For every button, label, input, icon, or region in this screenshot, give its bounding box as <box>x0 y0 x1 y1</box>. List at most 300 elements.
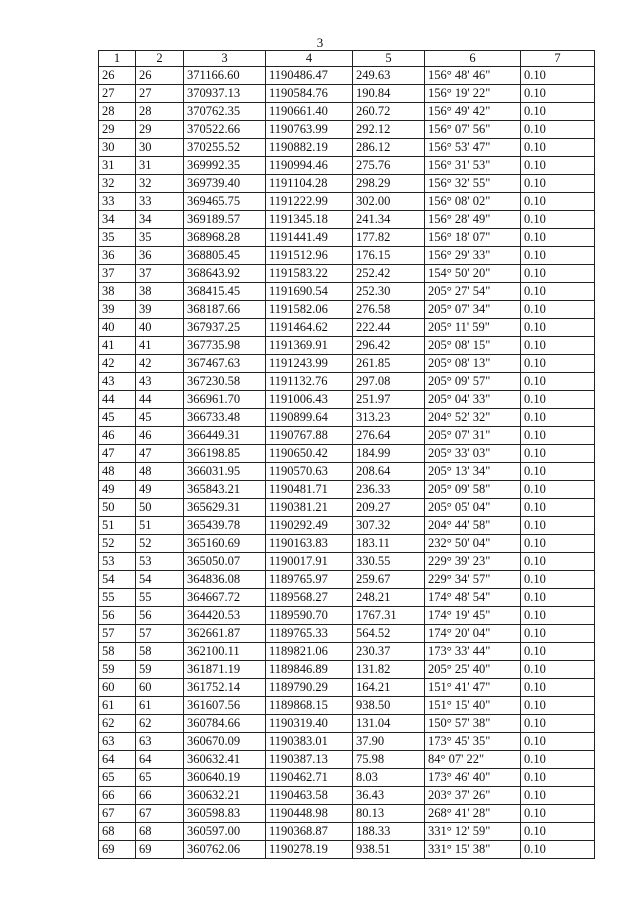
table-cell-x-coordinate: 370255.52 <box>184 139 266 157</box>
table-cell-point-id: 61 <box>136 697 184 715</box>
table-cell-y-coordinate: 1189765.97 <box>266 571 353 589</box>
table-cell-distance: 292.12 <box>353 121 425 139</box>
table-cell-accuracy: 0.10 <box>521 373 595 391</box>
table-cell-distance: 208.64 <box>353 463 425 481</box>
table-cell-point-id: 40 <box>136 319 184 337</box>
table-cell-y-coordinate: 1190462.71 <box>266 769 353 787</box>
table-cell-point-id: 66 <box>136 787 184 805</box>
table-cell-point-number: 51 <box>99 517 136 535</box>
table-cell-y-coordinate: 1191104.28 <box>266 175 353 193</box>
table-cell-point-number: 54 <box>99 571 136 589</box>
table-cell-accuracy: 0.10 <box>521 103 595 121</box>
table-cell-bearing: 205° 08' 13" <box>425 355 521 373</box>
table-cell-x-coordinate: 370937.13 <box>184 85 266 103</box>
table-cell-x-coordinate: 369992.35 <box>184 157 266 175</box>
table-cell-bearing: 205° 07' 34" <box>425 301 521 319</box>
table-cell-point-id: 58 <box>136 643 184 661</box>
table-cell-point-id: 56 <box>136 607 184 625</box>
table-cell-distance: 184.99 <box>353 445 425 463</box>
table-cell-point-number: 60 <box>99 679 136 697</box>
table-cell-y-coordinate: 1190387.13 <box>266 751 353 769</box>
table-cell-distance: 252.42 <box>353 265 425 283</box>
table-cell-y-coordinate: 1189846.89 <box>266 661 353 679</box>
table-cell-distance: 252.30 <box>353 283 425 301</box>
table-cell-y-coordinate: 1190463.58 <box>266 787 353 805</box>
table-row <box>99 661 595 679</box>
table-cell-accuracy: 0.10 <box>521 157 595 175</box>
table-cell-y-coordinate: 1189765.33 <box>266 625 353 643</box>
table-cell-point-number: 43 <box>99 373 136 391</box>
table-cell-point-id: 45 <box>136 409 184 427</box>
table-cell-bearing: 174° 20' 04" <box>425 625 521 643</box>
table-cell-y-coordinate: 1190278.19 <box>266 841 353 859</box>
table-cell-point-id: 27 <box>136 85 184 103</box>
table-cell-accuracy: 0.10 <box>521 121 595 139</box>
table-cell-point-number: 59 <box>99 661 136 679</box>
table-cell-bearing: 205° 11' 59" <box>425 319 521 337</box>
table-cell-distance: 275.76 <box>353 157 425 175</box>
table-cell-x-coordinate: 367230.58 <box>184 373 266 391</box>
table-cell-point-id: 32 <box>136 175 184 193</box>
table-cell-distance: 230.37 <box>353 643 425 661</box>
header-cell-3: 3 <box>184 51 266 67</box>
table-cell-point-number: 32 <box>99 175 136 193</box>
table-row <box>99 373 595 391</box>
table-cell-point-number: 63 <box>99 733 136 751</box>
table-row <box>99 247 595 265</box>
table-cell-y-coordinate: 1191006.43 <box>266 391 353 409</box>
table-cell-distance: 80.13 <box>353 805 425 823</box>
table-row <box>99 823 595 841</box>
table-cell-point-id: 65 <box>136 769 184 787</box>
table-cell-bearing: 173° 45' 35" <box>425 733 521 751</box>
table-row <box>99 463 595 481</box>
table-cell-point-id: 62 <box>136 715 184 733</box>
table-cell-y-coordinate: 1190763.99 <box>266 121 353 139</box>
table-cell-y-coordinate: 1191369.91 <box>266 337 353 355</box>
table-cell-x-coordinate: 366198.85 <box>184 445 266 463</box>
table-cell-distance: 302.00 <box>353 193 425 211</box>
table-cell-point-number: 31 <box>99 157 136 175</box>
table-cell-bearing: 268° 41' 28" <box>425 805 521 823</box>
table-cell-distance: 296.42 <box>353 337 425 355</box>
table-row <box>99 67 595 85</box>
header-cell-2: 2 <box>136 51 184 67</box>
table-cell-x-coordinate: 362100.11 <box>184 643 266 661</box>
table-row <box>99 409 595 427</box>
table-row <box>99 427 595 445</box>
table-cell-point-id: 51 <box>136 517 184 535</box>
table-cell-bearing: 84° 07' 22" <box>425 751 521 769</box>
table-cell-x-coordinate: 371166.60 <box>184 67 266 85</box>
table-cell-distance: 222.44 <box>353 319 425 337</box>
coordinates-table <box>98 50 595 859</box>
table-cell-distance: 249.63 <box>353 67 425 85</box>
table-cell-point-number: 61 <box>99 697 136 715</box>
table-cell-point-number: 45 <box>99 409 136 427</box>
table-cell-point-id: 33 <box>136 193 184 211</box>
table-cell-accuracy: 0.10 <box>521 553 595 571</box>
table-body <box>99 67 595 859</box>
table-cell-x-coordinate: 368643.92 <box>184 265 266 283</box>
table-cell-accuracy: 0.10 <box>521 715 595 733</box>
table-cell-point-number: 53 <box>99 553 136 571</box>
table-cell-point-id: 35 <box>136 229 184 247</box>
table-cell-bearing: 331° 15' 38" <box>425 841 521 859</box>
table-cell-point-number: 33 <box>99 193 136 211</box>
table-cell-y-coordinate: 1190994.46 <box>266 157 353 175</box>
table-cell-x-coordinate: 370522.66 <box>184 121 266 139</box>
table-cell-accuracy: 0.10 <box>521 427 595 445</box>
table-cell-y-coordinate: 1189790.29 <box>266 679 353 697</box>
table-cell-accuracy: 0.10 <box>521 571 595 589</box>
table-cell-y-coordinate: 1190486.47 <box>266 67 353 85</box>
table-cell-y-coordinate: 1190017.91 <box>266 553 353 571</box>
table-cell-point-number: 66 <box>99 787 136 805</box>
table-cell-point-number: 68 <box>99 823 136 841</box>
table-cell-bearing: 156° 19' 22" <box>425 85 521 103</box>
table-cell-accuracy: 0.10 <box>521 625 595 643</box>
table-cell-distance: 276.64 <box>353 427 425 445</box>
table-cell-accuracy: 0.10 <box>521 283 595 301</box>
table-cell-bearing: 203° 37' 26" <box>425 787 521 805</box>
table-cell-accuracy: 0.10 <box>521 391 595 409</box>
table-cell-distance: 8.03 <box>353 769 425 787</box>
table-cell-y-coordinate: 1191464.62 <box>266 319 353 337</box>
table-cell-bearing: 156° 53' 47" <box>425 139 521 157</box>
table-cell-accuracy: 0.10 <box>521 463 595 481</box>
table-cell-bearing: 156° 29' 33" <box>425 247 521 265</box>
table-cell-y-coordinate: 1190882.19 <box>266 139 353 157</box>
table-cell-point-id: 28 <box>136 103 184 121</box>
table-cell-distance: 298.29 <box>353 175 425 193</box>
table-cell-distance: 1767.31 <box>353 607 425 625</box>
table-cell-point-id: 59 <box>136 661 184 679</box>
table-cell-y-coordinate: 1190368.87 <box>266 823 353 841</box>
table-cell-point-number: 67 <box>99 805 136 823</box>
table-row <box>99 481 595 499</box>
table-cell-point-number: 58 <box>99 643 136 661</box>
table-cell-distance: 938.50 <box>353 697 425 715</box>
table-cell-point-id: 38 <box>136 283 184 301</box>
table-cell-point-id: 68 <box>136 823 184 841</box>
table-cell-point-id: 31 <box>136 157 184 175</box>
table-cell-bearing: 156° 49' 42" <box>425 103 521 121</box>
table-row <box>99 175 595 193</box>
page-number: 3 <box>316 35 324 50</box>
table-cell-y-coordinate: 1191243.99 <box>266 355 353 373</box>
table-cell-bearing: 205° 05' 04" <box>425 499 521 517</box>
table-row <box>99 319 595 337</box>
table-cell-y-coordinate: 1190767.88 <box>266 427 353 445</box>
table-cell-point-id: 63 <box>136 733 184 751</box>
table-cell-point-id: 55 <box>136 589 184 607</box>
table-cell-accuracy: 0.10 <box>521 229 595 247</box>
table-cell-x-coordinate: 360670.09 <box>184 733 266 751</box>
table-cell-x-coordinate: 368187.66 <box>184 301 266 319</box>
table-cell-accuracy: 0.10 <box>521 175 595 193</box>
table-cell-bearing: 156° 31' 53" <box>425 157 521 175</box>
table-cell-x-coordinate: 366449.31 <box>184 427 266 445</box>
table-cell-bearing: 205° 13' 34" <box>425 463 521 481</box>
table-cell-point-number: 69 <box>99 841 136 859</box>
table-cell-bearing: 205° 08' 15" <box>425 337 521 355</box>
table-cell-bearing: 204° 52' 32" <box>425 409 521 427</box>
table-cell-distance: 564.52 <box>353 625 425 643</box>
table-row <box>99 211 595 229</box>
table-cell-distance: 164.21 <box>353 679 425 697</box>
table-cell-accuracy: 0.10 <box>521 805 595 823</box>
table-cell-bearing: 229° 39' 23" <box>425 553 521 571</box>
table-cell-point-id: 49 <box>136 481 184 499</box>
table-cell-distance: 248.21 <box>353 589 425 607</box>
table-cell-x-coordinate: 367937.25 <box>184 319 266 337</box>
table-row <box>99 625 595 643</box>
table-cell-distance: 177.82 <box>353 229 425 247</box>
table-cell-bearing: 232° 50' 04" <box>425 535 521 553</box>
table-row <box>99 643 595 661</box>
table-cell-distance: 131.04 <box>353 715 425 733</box>
table-cell-point-number: 40 <box>99 319 136 337</box>
table-cell-distance: 236.33 <box>353 481 425 499</box>
table-cell-accuracy: 0.10 <box>521 661 595 679</box>
table-cell-distance: 330.55 <box>353 553 425 571</box>
table-cell-point-id: 54 <box>136 571 184 589</box>
table-cell-point-number: 36 <box>99 247 136 265</box>
table-cell-point-number: 49 <box>99 481 136 499</box>
header-cell-1: 1 <box>99 51 136 67</box>
table-cell-y-coordinate: 1191512.96 <box>266 247 353 265</box>
table-cell-y-coordinate: 1191441.49 <box>266 229 353 247</box>
table-row <box>99 229 595 247</box>
table-cell-distance: 241.34 <box>353 211 425 229</box>
table-cell-y-coordinate: 1191690.54 <box>266 283 353 301</box>
table-row <box>99 841 595 859</box>
table-row <box>99 769 595 787</box>
table-cell-point-number: 41 <box>99 337 136 355</box>
table-row <box>99 355 595 373</box>
table-cell-y-coordinate: 1190319.40 <box>266 715 353 733</box>
table-cell-distance: 37.90 <box>353 733 425 751</box>
table-cell-x-coordinate: 368415.45 <box>184 283 266 301</box>
table-cell-x-coordinate: 360762.06 <box>184 841 266 859</box>
table-cell-bearing: 205° 33' 03" <box>425 445 521 463</box>
table-cell-accuracy: 0.10 <box>521 193 595 211</box>
table-row <box>99 697 595 715</box>
table-cell-distance: 297.08 <box>353 373 425 391</box>
table-cell-x-coordinate: 368968.28 <box>184 229 266 247</box>
table-cell-point-number: 57 <box>99 625 136 643</box>
table-cell-x-coordinate: 367467.63 <box>184 355 266 373</box>
table-cell-point-id: 41 <box>136 337 184 355</box>
table-cell-accuracy: 0.10 <box>521 247 595 265</box>
table-cell-point-id: 64 <box>136 751 184 769</box>
table-cell-accuracy: 0.10 <box>521 265 595 283</box>
table-cell-x-coordinate: 365160.69 <box>184 535 266 553</box>
table-cell-point-id: 53 <box>136 553 184 571</box>
table-cell-x-coordinate: 366961.70 <box>184 391 266 409</box>
table-cell-point-number: 29 <box>99 121 136 139</box>
table-cell-y-coordinate: 1191345.18 <box>266 211 353 229</box>
table-row <box>99 121 595 139</box>
table-cell-distance: 307.32 <box>353 517 425 535</box>
table-cell-point-id: 50 <box>136 499 184 517</box>
table-header-row <box>99 51 595 67</box>
table-row <box>99 157 595 175</box>
table-cell-bearing: 156° 48' 46" <box>425 67 521 85</box>
table-cell-point-number: 34 <box>99 211 136 229</box>
header-cell-6: 6 <box>425 51 521 67</box>
table-cell-point-id: 26 <box>136 67 184 85</box>
table-cell-point-number: 55 <box>99 589 136 607</box>
table-cell-x-coordinate: 364667.72 <box>184 589 266 607</box>
table-cell-bearing: 205° 09' 58" <box>425 481 521 499</box>
table-cell-y-coordinate: 1190381.21 <box>266 499 353 517</box>
table-cell-accuracy: 0.10 <box>521 679 595 697</box>
table-cell-y-coordinate: 1190899.64 <box>266 409 353 427</box>
table-cell-x-coordinate: 366031.95 <box>184 463 266 481</box>
table-cell-x-coordinate: 364836.08 <box>184 571 266 589</box>
header-cell-5: 5 <box>353 51 425 67</box>
table-cell-bearing: 156° 28' 49" <box>425 211 521 229</box>
table-cell-point-number: 48 <box>99 463 136 481</box>
table-row <box>99 517 595 535</box>
table-cell-accuracy: 0.10 <box>521 481 595 499</box>
table-cell-bearing: 156° 18' 07" <box>425 229 521 247</box>
table-cell-x-coordinate: 365050.07 <box>184 553 266 571</box>
table-cell-distance: 261.85 <box>353 355 425 373</box>
table-cell-bearing: 205° 25' 40" <box>425 661 521 679</box>
table-row <box>99 139 595 157</box>
table-cell-x-coordinate: 360597.00 <box>184 823 266 841</box>
table-row <box>99 103 595 121</box>
table-cell-point-number: 65 <box>99 769 136 787</box>
table-cell-y-coordinate: 1190383.01 <box>266 733 353 751</box>
table-cell-distance: 260.72 <box>353 103 425 121</box>
table-cell-distance: 190.84 <box>353 85 425 103</box>
table-cell-y-coordinate: 1191132.76 <box>266 373 353 391</box>
table-cell-point-number: 64 <box>99 751 136 769</box>
table-cell-point-id: 39 <box>136 301 184 319</box>
table-cell-y-coordinate: 1190661.40 <box>266 103 353 121</box>
table-cell-y-coordinate: 1190584.76 <box>266 85 353 103</box>
table-cell-x-coordinate: 365439.78 <box>184 517 266 535</box>
table-cell-distance: 286.12 <box>353 139 425 157</box>
table-cell-y-coordinate: 1190481.71 <box>266 481 353 499</box>
table-row <box>99 337 595 355</box>
table-cell-point-number: 30 <box>99 139 136 157</box>
table-cell-bearing: 205° 04' 33" <box>425 391 521 409</box>
table-cell-accuracy: 0.10 <box>521 445 595 463</box>
table-cell-y-coordinate: 1190292.49 <box>266 517 353 535</box>
table-cell-point-number: 27 <box>99 85 136 103</box>
table-cell-accuracy: 0.10 <box>521 301 595 319</box>
table-cell-point-number: 46 <box>99 427 136 445</box>
table-cell-y-coordinate: 1191582.06 <box>266 301 353 319</box>
table-cell-y-coordinate: 1190570.63 <box>266 463 353 481</box>
table-cell-x-coordinate: 360632.21 <box>184 787 266 805</box>
table-row <box>99 499 595 517</box>
table-cell-point-id: 44 <box>136 391 184 409</box>
table-cell-accuracy: 0.10 <box>521 67 595 85</box>
table-row <box>99 607 595 625</box>
table-cell-bearing: 173° 33' 44" <box>425 643 521 661</box>
table-row <box>99 787 595 805</box>
table-cell-accuracy: 0.10 <box>521 85 595 103</box>
table-cell-x-coordinate: 369739.40 <box>184 175 266 193</box>
table-cell-point-id: 37 <box>136 265 184 283</box>
table-cell-point-id: 43 <box>136 373 184 391</box>
table-cell-point-number: 35 <box>99 229 136 247</box>
table-cell-point-number: 28 <box>99 103 136 121</box>
table-cell-point-number: 50 <box>99 499 136 517</box>
table-cell-accuracy: 0.10 <box>521 211 595 229</box>
table-cell-point-id: 52 <box>136 535 184 553</box>
table-cell-y-coordinate: 1191222.99 <box>266 193 353 211</box>
table-cell-accuracy: 0.10 <box>521 517 595 535</box>
table-cell-x-coordinate: 360784.66 <box>184 715 266 733</box>
table-cell-point-id: 69 <box>136 841 184 859</box>
table-row <box>99 301 595 319</box>
table-cell-y-coordinate: 1189590.70 <box>266 607 353 625</box>
table-row <box>99 733 595 751</box>
table-cell-x-coordinate: 370762.35 <box>184 103 266 121</box>
table-cell-point-id: 57 <box>136 625 184 643</box>
table-cell-y-coordinate: 1189821.06 <box>266 643 353 661</box>
table-row <box>99 85 595 103</box>
table-cell-distance: 938.51 <box>353 841 425 859</box>
table-cell-accuracy: 0.10 <box>521 499 595 517</box>
table-cell-bearing: 156° 07' 56" <box>425 121 521 139</box>
table-cell-point-number: 26 <box>99 67 136 85</box>
table-cell-bearing: 205° 07' 31" <box>425 427 521 445</box>
table-cell-bearing: 151° 15' 40" <box>425 697 521 715</box>
table-cell-accuracy: 0.10 <box>521 319 595 337</box>
table-cell-point-id: 29 <box>136 121 184 139</box>
table-row <box>99 553 595 571</box>
table-cell-accuracy: 0.10 <box>521 823 595 841</box>
table-cell-accuracy: 0.10 <box>521 355 595 373</box>
table-cell-bearing: 150° 57' 38" <box>425 715 521 733</box>
table-cell-point-id: 30 <box>136 139 184 157</box>
table-cell-distance: 188.33 <box>353 823 425 841</box>
table-row <box>99 679 595 697</box>
table-cell-point-id: 47 <box>136 445 184 463</box>
table-cell-x-coordinate: 365843.21 <box>184 481 266 499</box>
table-cell-point-number: 42 <box>99 355 136 373</box>
table-cell-x-coordinate: 360632.41 <box>184 751 266 769</box>
table-cell-bearing: 154° 50' 20" <box>425 265 521 283</box>
table-cell-accuracy: 0.10 <box>521 733 595 751</box>
table-cell-accuracy: 0.10 <box>521 589 595 607</box>
table-cell-bearing: 151° 41' 47" <box>425 679 521 697</box>
table-cell-distance: 36.43 <box>353 787 425 805</box>
table-cell-x-coordinate: 361752.14 <box>184 679 266 697</box>
table-cell-bearing: 331° 12' 59" <box>425 823 521 841</box>
table-cell-x-coordinate: 360640.19 <box>184 769 266 787</box>
table-cell-accuracy: 0.10 <box>521 139 595 157</box>
table-cell-bearing: 174° 19' 45" <box>425 607 521 625</box>
table-cell-distance: 259.67 <box>353 571 425 589</box>
table-row <box>99 571 595 589</box>
table-cell-accuracy: 0.10 <box>521 697 595 715</box>
table-cell-bearing: 174° 48' 54" <box>425 589 521 607</box>
table-cell-accuracy: 0.10 <box>521 337 595 355</box>
table-cell-accuracy: 0.10 <box>521 535 595 553</box>
table-cell-y-coordinate: 1189868.15 <box>266 697 353 715</box>
table-row <box>99 445 595 463</box>
table-cell-distance: 209.27 <box>353 499 425 517</box>
